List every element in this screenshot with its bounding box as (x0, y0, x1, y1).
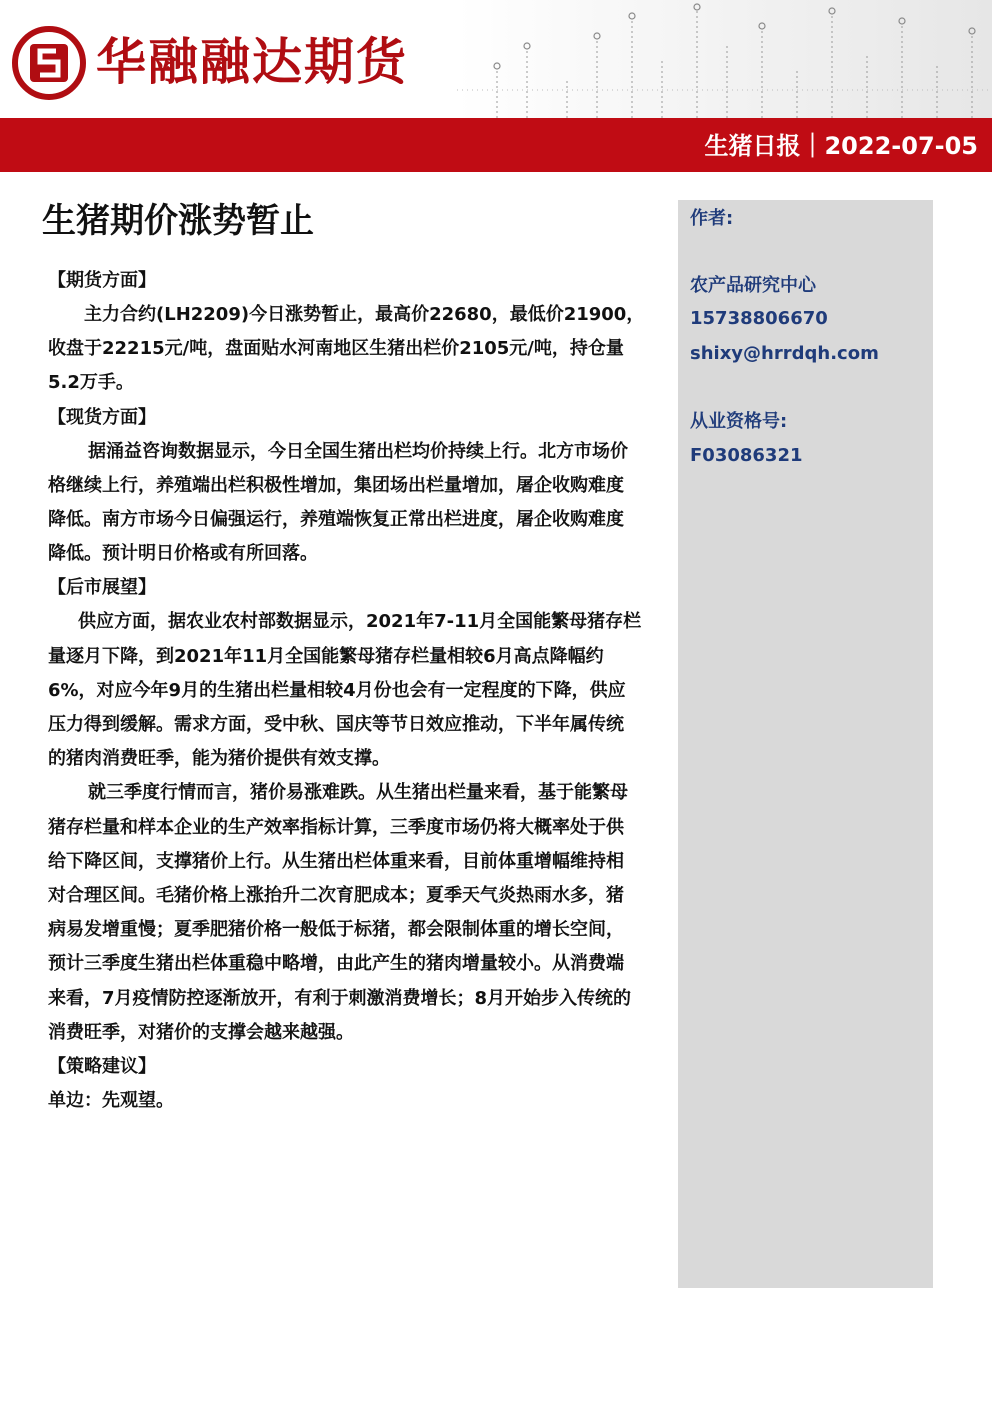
header-decoration (457, 0, 992, 118)
text-line: 病易发增重慢；夏季肥猪价格一般低于标猪，都会限制体重的增长空间， (48, 919, 624, 941)
author-email[interactable]: shixy@hrrdqh.com (690, 343, 879, 364)
report-body (48, 264, 662, 1118)
report-title: 生猪日报｜2022-07-05 (704, 132, 978, 160)
brand-name: 华融融达期货 (96, 33, 408, 91)
text-line: 收盘于22215元/吨，盘面贴水河南地区生猪出栏价2105元/吨，持仓量 (48, 338, 624, 360)
text-line: 主力合约(LH2209)今日涨势暂止，最高价22680，最低价21900， (84, 304, 645, 325)
text-line: 来看，7月疫情防控逐渐放开，有利于刺激消费增长；8月开始步入传统的 (48, 987, 632, 1009)
cert-label: 从业资格号: (690, 411, 788, 432)
text-line: 格继续上行，养殖端出栏积极性增加，集团场出栏量增加，屠企收购难度 (48, 474, 624, 496)
text-line: 压力得到缓解。需求方面，受中秋、国庆等节日效应推动，下半年属传统 (48, 714, 624, 736)
text-line: 降低。南方市场今日偏强运行，养殖端恢复正常出栏进度，屠企收购难度 (48, 509, 624, 531)
outlook-paragraph-1 (48, 605, 662, 776)
text-line: 6%，对应今年9月的生猪出栏量相较4月份也会有一定程度的下降，供应 (48, 679, 626, 701)
futures-paragraph (48, 298, 662, 401)
page-title: 生猪期价涨势暂止 (42, 201, 314, 241)
text-line: 消费旺季，对猪价的支撑会越来越强。 (48, 1021, 354, 1043)
author-label: 作者: (690, 208, 734, 229)
text-line: 猪存栏量和样本企业的生产效率指标计算，三季度市场仍将大概率处于供 (48, 816, 624, 838)
text-line: 供应方面，据农业农村部数据显示，2021年7-11月全国能繁母猪存栏 (78, 611, 642, 633)
text-line: 就三季度行情而言，猪价易涨难跌。从生猪出栏量来看，基于能繁母 (88, 782, 628, 804)
text-line: 5.2万手。 (48, 372, 134, 394)
text-line: 据涌益咨询数据显示，今日全国生猪出栏均价持续上行。北方市场价 (88, 440, 628, 462)
company-logo-icon (12, 26, 86, 100)
author-dept: 农产品研究中心 (690, 275, 816, 296)
section-heading-outlook: 【后市展望】 (48, 577, 156, 599)
section-heading-strategy: 【策略建议】 (48, 1056, 156, 1078)
spot-paragraph (48, 435, 662, 572)
text-line: 的猪肉消费旺季，能为猪价提供有效支撑。 (48, 748, 390, 770)
section-heading-futures: 【期货方面】 (48, 270, 156, 291)
text-line: 降低。预计明日价格或有所回落。 (48, 543, 318, 565)
text-line: 量逐月下降，到2021年11月全国能繁母猪存栏量相较6月高点降幅约 (48, 645, 604, 667)
strategy-text: 单边：先观望。 (48, 1090, 174, 1112)
author-phone: 15738806670 (690, 308, 828, 329)
text-line: 给下降区间，支撑猪价上行。从生猪出栏体重来看，目前体重增幅维持相 (48, 850, 624, 872)
section-heading-spot: 【现货方面】 (48, 406, 156, 428)
text-line: 对合理区间。毛猪价格上涨抬升二次育肥成本；夏季天气炎热雨水多，猪 (48, 885, 624, 907)
text-line: 预计三季度生猪出栏体重稳中略增，由此产生的猪肉增量较小。从消费端 (48, 953, 624, 975)
outlook-paragraph-2 (48, 776, 662, 1050)
cert-number: F03086321 (690, 445, 803, 466)
